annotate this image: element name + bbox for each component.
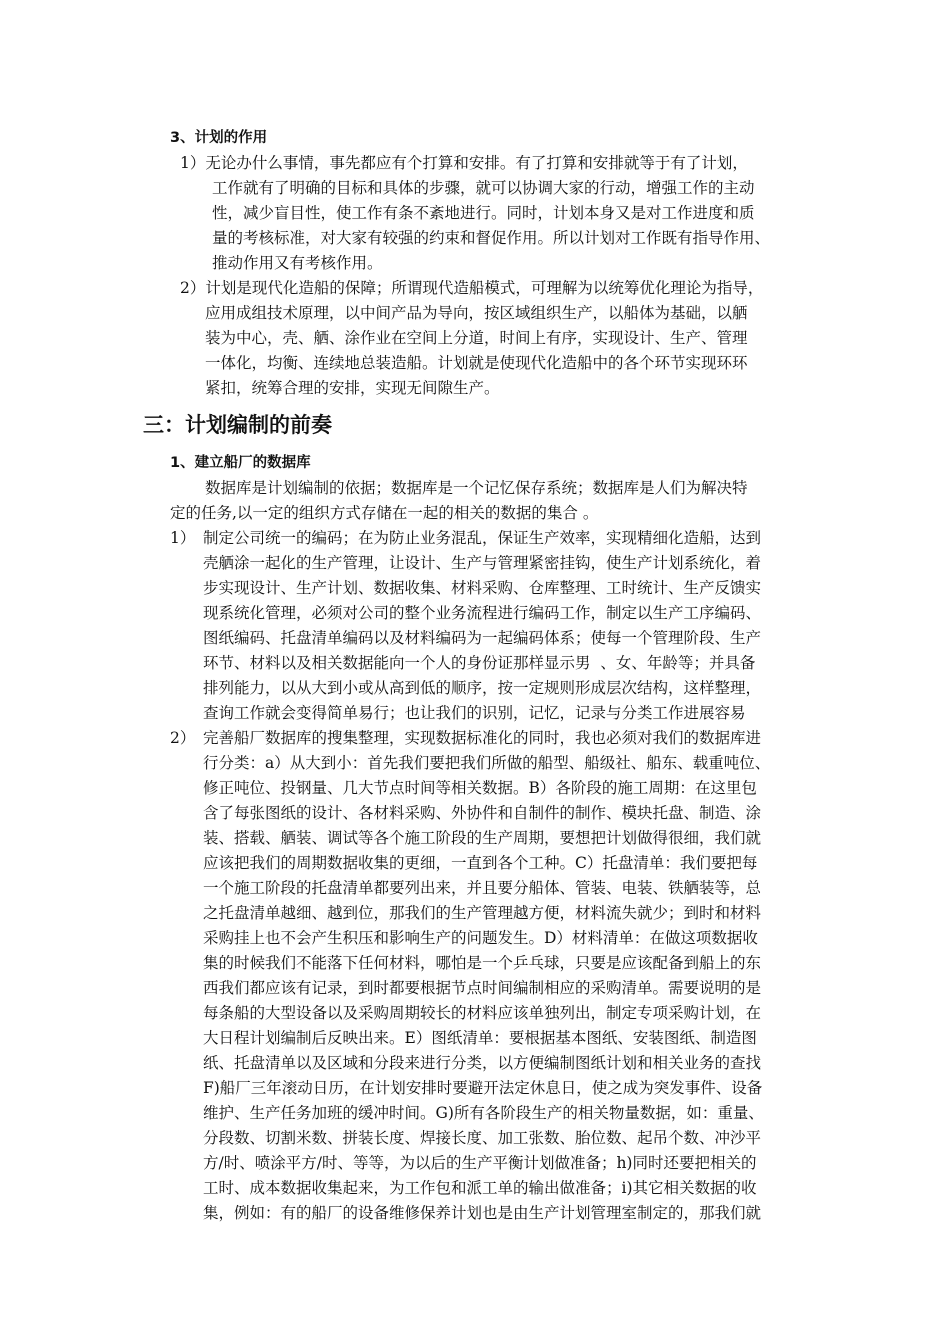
paragraph-line: 推动作用又有考核作用。 [212,254,383,272]
list-item-line: 集，例如：有的船厂的设备维修保养计划也是由生产计划管理室制定的，那我们就 [203,1204,762,1222]
list-item-line: 步实现设计、生产计划、数据收集、材料采购、仓库整理、工时统计、生产反馈实 [203,579,762,597]
list-item-line: 行分类：a）从大到小：首先我们要把我们所做的船型、船级社、船东、载重吨位、 [203,754,771,772]
list-item-line: 之托盘清单越细、越到位，那我们的生产管理越方便，材料流失就少；到时和材料 [203,904,762,922]
list-item-line: 工时、成本数据收集起来，为工作包和派工单的输出做准备；i)其它相关数据的收 [203,1179,757,1197]
list-item-line: 图纸编码、托盘清单编码以及材料编码为一起编码体系；使每一个管理阶段、生产 [203,629,762,647]
section-3-heading: 3、计划的作用 [170,130,268,146]
paragraph-line: 2）计划是现代化造船的保障；所谓现代造船模式，可理解为以统筹优化理论为指导， [180,279,764,297]
list-item-line: 制定公司统一的编码；在为防止业务混乱，保证生产效率，实现精细化造船，达到 [203,529,762,547]
list-item-line: 环节、材料以及相关数据能向一个人的身份证那样显示男 、女、年龄等；并具备 [203,654,756,672]
list-item-line: 维护、生产任务加班的缓冲时间。G)所有各阶段生产的相关物量数据，如：重量、 [203,1104,764,1122]
chapter-heading: 三：计划编制的前奏 [143,413,332,437]
list-item-line: 一个施工阶段的托盘清单都要列出来，并且要分船体、管装、电装、铁舾装等，总 [203,879,762,897]
list-item-line: 分段数、切割米数、拼装长度、焊接长度、加工张数、胎位数、起吊个数、冲沙平 [203,1129,762,1147]
paragraph-line: 装为中心，壳、舾、涂作业在空间上分道，时间上有序，实现设计、生产、管理 [205,329,748,347]
paragraph-line: 应用成组技术原理，以中间产品为导向，按区域组织生产，以船体为基础，以舾 [205,304,748,322]
list-item-line: 查询工作就会变得简单易行；也让我们的识别，记忆，记录与分类工作进展容易 [203,704,746,722]
list-item-line: 采购挂上也不会产生积压和影响生产的问题发生。D）材料清单：在做这项数据收 [203,929,758,947]
paragraph-line: 性，减少盲目性，使工作有条不紊地进行。同时，计划本身又是对工作进度和质 [212,204,755,222]
list-item-line: 排列能力，以从大到小或从高到低的顺序，按一定规则形成层次结构，这样整理， [203,679,762,697]
list-item-line: 大日程计划编制后反映出来。E）图纸清单：要根据基本图纸、安装图纸、制造图 [203,1029,757,1047]
list-item-line: 集的时候我们不能落下任何材料，哪怕是一个乒乓球，只要是应该配备到船上的东 [203,954,762,972]
list-item-line: 西我们都应该有记录，到时都要根据节点时间编制相应的采购清单。需要说明的是 [203,979,762,997]
paragraph-line: 数据库是计划编制的依据；数据库是一个记忆保存系统；数据库是人们为解决特 [205,479,748,497]
list-item-line: 壳舾涂一起化的生产管理，让设计、生产与管理紧密挂钩，使生产计划系统化，着 [203,554,762,572]
list-item-line: 应该把我们的周期数据收集的更细，一直到各个工种。C）托盘清单：我们要把每 [203,854,758,872]
paragraph-line: 工作就有了明确的目标和具体的步骤，就可以协调大家的行动，增强工作的主动 [212,179,755,197]
list-item-line: 修正吨位、投钢量、几大节点时间等相关数据。B）各阶段的施工周期：在这里包 [203,779,757,797]
section-1-heading: 1、建立船厂的数据库 [170,455,311,471]
paragraph-line: 一体化，均衡、连续地总装造船。计划就是使现代化造船中的各个环节实现环环 [205,354,748,372]
list-item-line: 含了每张图纸的设计、各材料采购、外协件和自制件的制作、模块托盘、制造、涂 [203,804,762,822]
paragraph-line: 定的任务,以一定的组织方式存储在一起的相关的数据的集合 。 [170,504,599,522]
list-item-number: 1） [170,529,196,547]
list-item-number: 2） [170,729,196,747]
list-item-line: 每条船的大型设备以及采购周期较长的材料应该单独列出，制定专项采购计划，在 [203,1004,762,1022]
list-item-line: 现系统化管理，必须对公司的整个业务流程进行编码工作，制定以生产工序编码、 [203,604,762,622]
list-item-line: 装、搭载、舾装、调试等各个施工阶段的生产周期，要想把计划做得很细，我们就 [203,829,762,847]
list-item-line: 方/时、喷涂平方/时、等等，为以后的生产平衡计划做准备；h)同时还要把相关的 [203,1154,757,1172]
list-item-line: F)船厂三年滚动日历，在计划安排时要避开法定休息日，使之成为突发事件、设备 [203,1079,763,1097]
paragraph-line: 量的考核标准，对大家有较强的约束和督促作用。所以计划对工作既有指导作用、 [212,229,771,247]
list-item-line: 纸、托盘清单以及区域和分段来进行分类，以方便编制图纸计划和相关业务的查找 [203,1054,762,1072]
paragraph-line: 紧扣，统筹合理的安排，实现无间隙生产。 [205,379,500,397]
paragraph-line: 1）无论办什么事情，事先都应有个打算和安排。有了打算和安排就等于有了计划， [180,154,748,172]
list-item-line: 完善船厂数据库的搜集整理，实现数据标准化的同时，我也必须对我们的数据库进 [203,729,762,747]
